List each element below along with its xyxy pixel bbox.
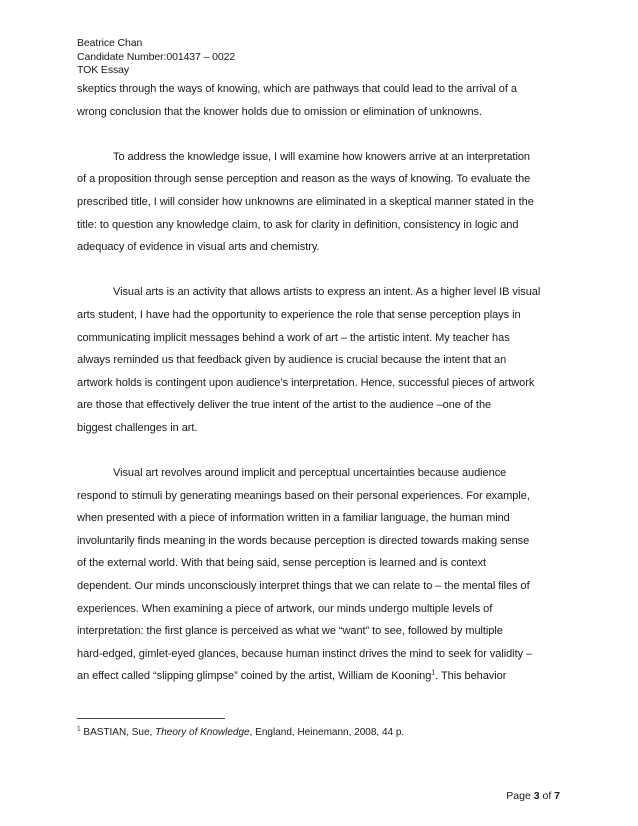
paragraph-gap: [77, 259, 567, 282]
text-line: interpretation: the first glance is perceived as what we “want” to see, followed by multiple: [77, 625, 503, 638]
text-line: Visual arts is an activity that allows artists to express an intent. As a higher level IB visual: [113, 286, 541, 299]
text-line: adequacy of evidence in visual arts and chemistry.: [77, 241, 320, 254]
text-line: artwork holds is contingent upon audience’s interpretation. Hence, successful pieces of artwork: [77, 376, 535, 389]
text-line: To address the knowledge issue, I will examine how knowers arrive at an interpretation: [113, 150, 530, 163]
text-line: dependent. Our minds unconsciously interpret things that we can relate to – the mental files of: [77, 580, 530, 593]
text-line: involuntarily finds meaning in the words because perception is directed towards making sense: [77, 534, 530, 547]
text-line: prescribed title, I will consider how unknowns are eliminated in a skeptical manner stated in the: [77, 195, 534, 208]
candidate-number: Candidate Number:001437 – 0022: [77, 50, 236, 63]
text-line: title: to question any knowledge claim, to ask for clarity in definition, consistency in logic and: [77, 218, 519, 231]
text-line: of the external world. With that being said, sense perception is learned and is context: [77, 557, 486, 570]
paragraph-3: [77, 281, 567, 439]
text-line: experiences. When examining a piece of artwork, our minds undergo multiple levels of: [77, 602, 493, 615]
paragraph-1: [77, 78, 567, 123]
course-title: TOK Essay: [77, 64, 130, 76]
author-name: Beatrice Chan: [77, 37, 143, 49]
text-line: of a proposition through sense perception and reason as the ways of knowing. To evaluate the: [77, 173, 531, 186]
text-line: communicating implicit messages behind a work of art – the artistic intent. My teacher has: [77, 331, 510, 344]
text-line: when presented with a piece of information written in a familiar language, the human mind: [77, 512, 510, 525]
paragraph-2: [77, 146, 567, 259]
page-number: [506, 790, 560, 802]
text-line: hard-edged, gimlet-eyed glances, because human instinct drives the mind to seek for validity –: [77, 647, 533, 660]
footnote-mark: 1: [77, 725, 81, 733]
text-line: arts student, I have had the opportunity to experience the role that sense perception plays in: [77, 308, 521, 321]
paragraph-4: [77, 462, 567, 688]
text-line: skeptics through the ways of knowing, which are pathways that could lead to the arrival of a: [77, 83, 517, 95]
text-line-with-footnote-ref: [77, 665, 567, 688]
footnote-author: BASTIAN, Sue,: [83, 727, 156, 738]
page-prefix: Page: [506, 790, 534, 802]
footnote-details: , England, Heinemann, 2008, 44 p.: [249, 727, 405, 738]
text-line: biggest challenges in art.: [77, 421, 198, 434]
paragraph-gap: [77, 440, 567, 463]
text-line: always reminded us that feedback given by audience is crucial because the intent that an: [77, 354, 507, 367]
essay-body: [77, 78, 567, 688]
footnote-title: Theory of Knowledge: [155, 727, 250, 738]
text-line: Visual art revolves around implicit and perceptual uncertainties because audience: [113, 467, 507, 480]
text-line: are those that effectively deliver the true intent of the artist to the audience –one of the: [77, 399, 492, 412]
page-of: of: [539, 790, 555, 802]
footnote-separator: [77, 718, 225, 719]
text-line: wrong conclusion that the knower holds due to omission or elimination of unknowns.: [77, 105, 482, 118]
text-span: an effect called “slipping glimpse” coined by the artist, William de Kooning: [77, 670, 432, 683]
footnote: [77, 726, 404, 739]
total-pages: 7: [554, 790, 560, 802]
paragraph-gap: [77, 123, 567, 146]
text-span: . This behavior: [435, 670, 507, 683]
footnote-reference[interactable]: 1: [431, 669, 436, 677]
page-header: [77, 37, 235, 78]
current-page: 3: [533, 790, 540, 802]
text-line: respond to stimuli by generating meanings based on their personal experiences. For example,: [77, 489, 530, 502]
